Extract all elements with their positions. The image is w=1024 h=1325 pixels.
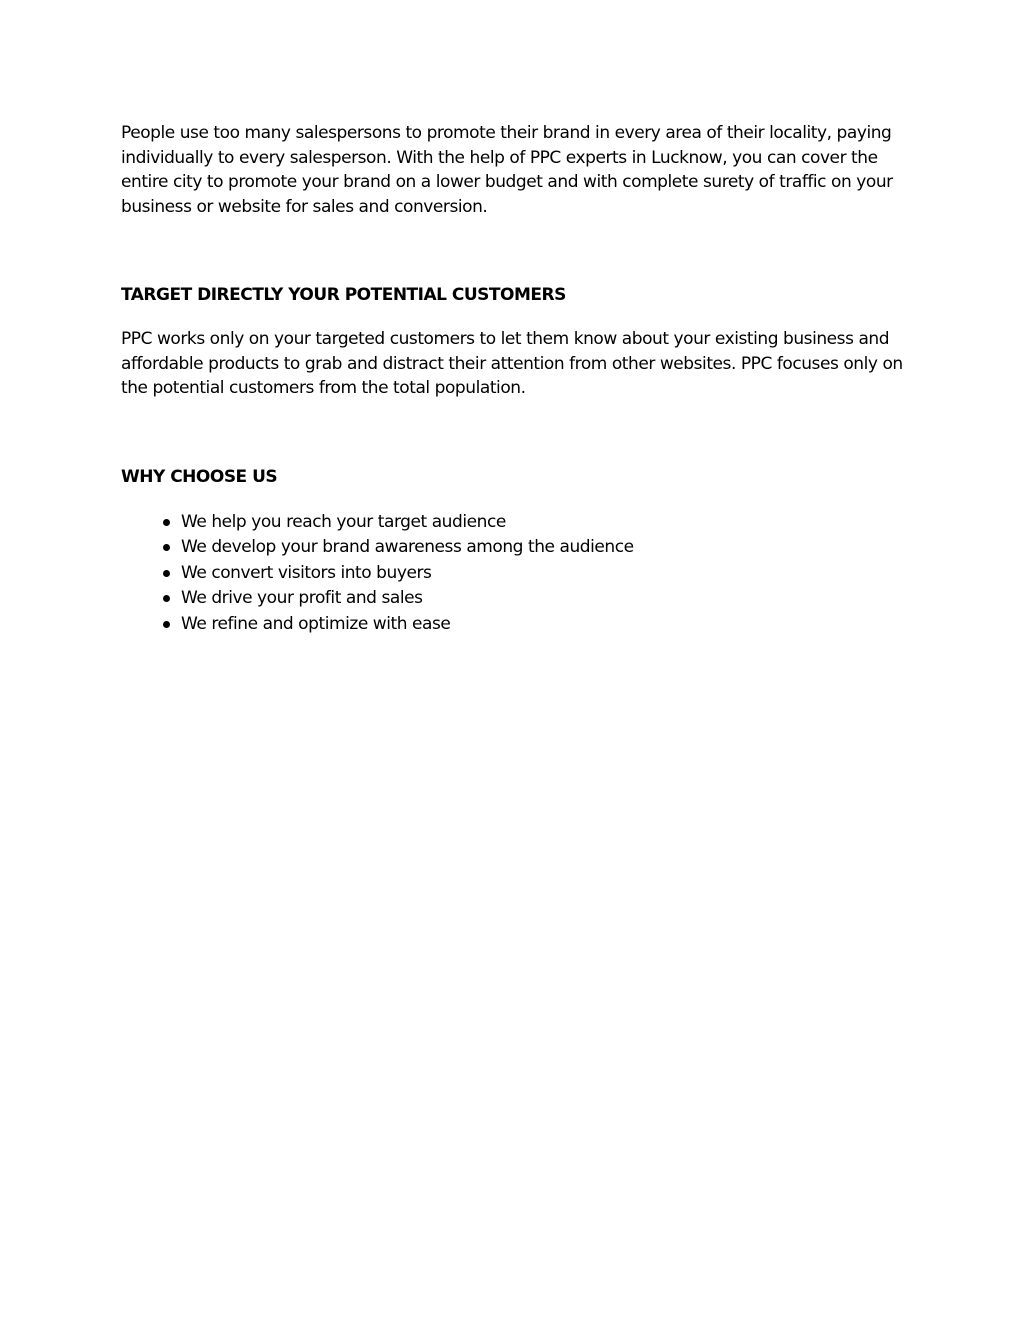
list-item-text: We help you reach your target audience xyxy=(181,511,506,532)
bullet-icon xyxy=(163,621,170,628)
intro-paragraph: People use too many salespersons to promote their brand in every area of their locality, paying individually to every salesperson. With the help of PPC experts in Lucknow, you can cover the entire city to promote your brand on a lower budget and with complete surety of traffic on your business or website for sales and conversion. xyxy=(121,123,893,217)
list-item-text: We develop your brand awareness among the audience xyxy=(181,537,634,557)
document-body xyxy=(121,121,911,637)
section-heading-why-choose-us: WHY CHOOSE US xyxy=(121,466,278,487)
section-heading-target-customers: TARGET DIRECTLY YOUR POTENTIAL CUSTOMERS xyxy=(121,285,566,305)
bullet-icon xyxy=(163,519,170,526)
bullet-icon xyxy=(163,544,170,551)
list-item xyxy=(163,612,911,638)
list-item xyxy=(163,535,911,561)
target-customers-paragraph: PPC works only on your targeted customers to let them know about your existing business and affordable products to grab and distract their attention from other websites. PPC focuses only on the potential customers from the total population. xyxy=(121,329,903,398)
why-choose-us-list xyxy=(121,510,911,638)
list-item xyxy=(163,510,911,536)
list-item xyxy=(163,586,911,612)
bullet-icon xyxy=(163,570,170,577)
list-item-text: We refine and optimize with ease xyxy=(181,613,451,634)
list-item-text: We drive your profit and sales xyxy=(181,588,423,608)
list-item-text: We convert visitors into buyers xyxy=(181,562,432,583)
list-item xyxy=(163,561,911,587)
bullet-icon xyxy=(163,595,170,602)
